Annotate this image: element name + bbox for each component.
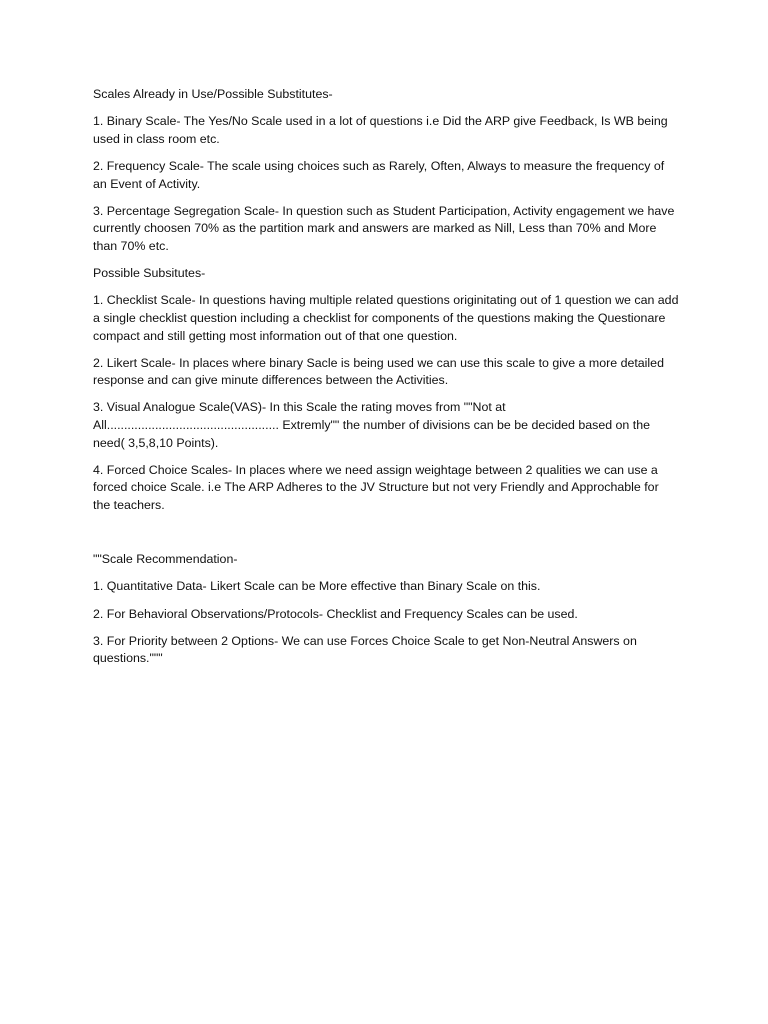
paragraph-quantitative-data: 1. Quantitative Data- Likert Scale can be More effective than Binary Scale on this.: [93, 579, 541, 594]
blank-line: [93, 524, 679, 551]
paragraph-percentage-segregation-scale: 3. Percentage Segregation Scale- In question such as Student Participation, Activity engagement we have currently choosen 70% as the partition mark and answers are marked as Nill, Less than 70% and More than 70% etc.: [93, 203, 678, 253]
paragraph-priority-options: 3. For Priority between 2 Options- We can use Forces Choice Scale to get Non-Neutral Answers on questions.""": [93, 633, 641, 666]
section-heading-possible-substitutes: Possible Subsitutes-: [93, 266, 206, 281]
section-heading-scales-in-use: Scales Already in Use/Possible Substitutes-: [93, 87, 333, 101]
paragraph-visual-analogue-scale: 3. Visual Analogue Scale(VAS)- In this Scale the rating moves from ""Not at All.................................................. Extremly"" the number of divisions can be be decided based on the need( 3,5,8,10 Points).: [93, 400, 654, 450]
paragraph-binary-scale: 1. Binary Scale- The Yes/No Scale used in a lot of questions i.e Did the ARP give Feedback, Is WB being used in class room etc.: [93, 114, 672, 146]
paragraph-likert-scale: 2. Likert Scale- In places where binary Sacle is being used we can use this scale to give a more detailed response and can give minute differences between the Activities.: [93, 355, 668, 388]
document-body: [93, 86, 682, 678]
paragraph-forced-choice-scales: 4. Forced Choice Scales- In places where we need assign weightage between 2 qualities we can use a forced choice Scale. i.e The ARP Adheres to the JV Structure but not very Friendly and Approchable for the teachers.: [93, 462, 663, 513]
paragraph-behavioral-observations: 2. For Behavioral Observations/Protocols- Checklist and Frequency Scales can be used.: [93, 606, 578, 621]
paragraph-checklist-scale: 1. Checklist Scale- In questions having multiple related questions originitating out of 1 question we can add a single checklist question including a checklist for components of the questions making the Questionare compact and still getting most information out of that one question.: [93, 293, 682, 343]
section-heading-scale-recommendation: ""Scale Recommendation-: [93, 552, 238, 567]
paragraph-frequency-scale: 2. Frequency Scale- The scale using choices such as Rarely, Often, Always to measure the frequency of an Event of Activity.: [93, 158, 668, 191]
